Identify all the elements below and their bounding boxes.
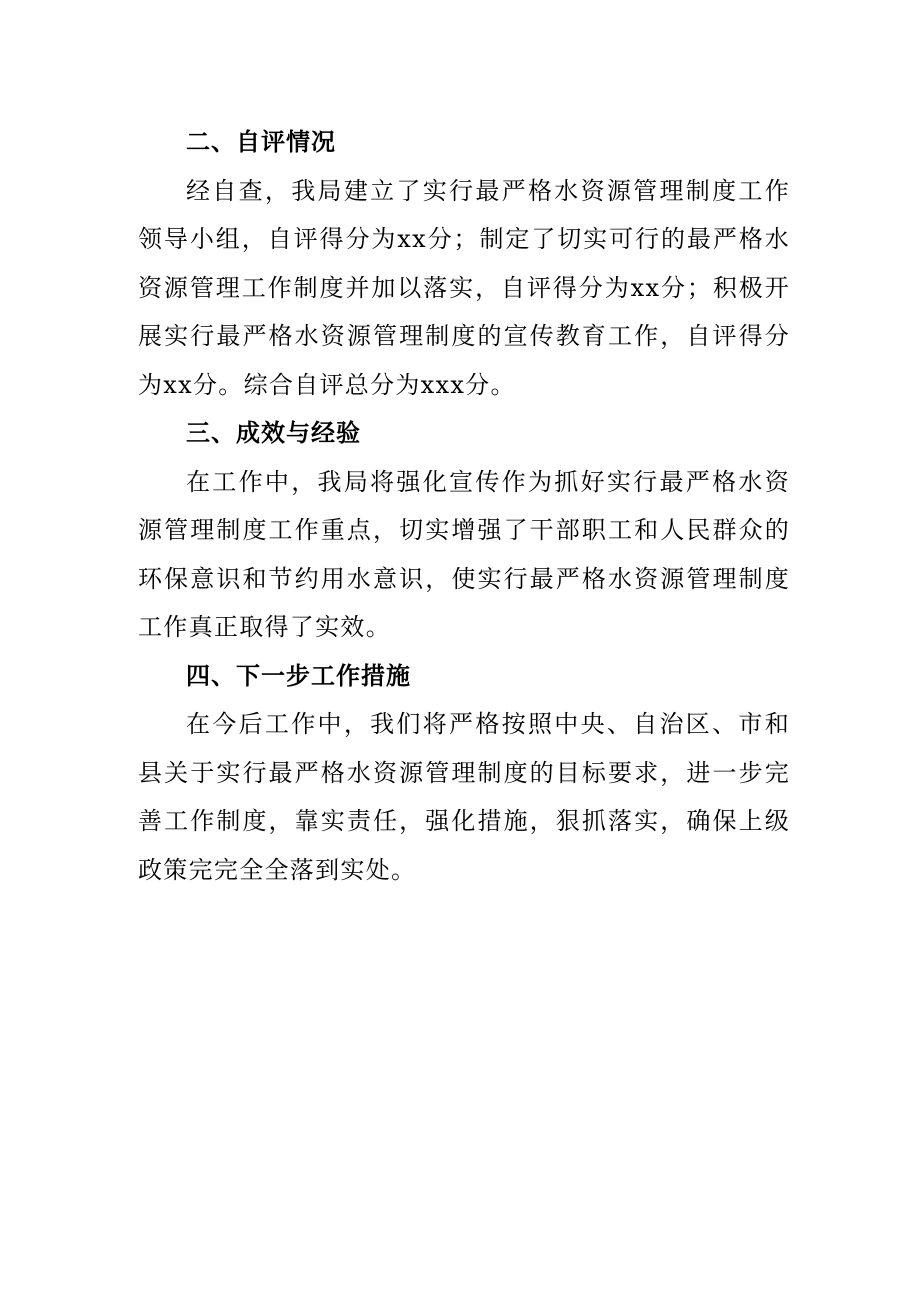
section-paragraph: 在今后工作中，我们将严格按照中央、自治区、市和县关于实行最严格水资源管理制度的目标要求，进一步完善工作制度，靠实责任，强化措施，狠抓落实，确保上级政策完完全全落到实处。 bbox=[138, 710, 790, 884]
section-heading: 四、下一步工作措施 bbox=[186, 661, 411, 690]
document-body bbox=[138, 118, 790, 894]
section-next-steps bbox=[138, 652, 790, 895]
section-self-evaluation bbox=[138, 118, 790, 409]
section-results-experience bbox=[138, 409, 790, 652]
section-paragraph: 经自查，我局建立了实行最严格水资源管理制度工作领导小组，自评得分为xx分；制定了切实可行的最严格水资源管理工作制度并加以落实，自评得分为xx分；积极开展实行最严格水资源管理制度的宣传教育工作，自评得分为xx分。综合自评总分为xxx分。 bbox=[138, 176, 790, 399]
section-paragraph: 在工作中，我局将强化宣传作为抓好实行最严格水资源管理制度工作重点，切实增强了干部职工和人民群众的环保意识和节约用水意识，使实行最严格水资源管理制度工作真正取得了实效。 bbox=[138, 467, 790, 641]
section-heading: 二、自评情况 bbox=[186, 128, 336, 156]
section-heading: 三、成效与经验 bbox=[186, 419, 361, 447]
